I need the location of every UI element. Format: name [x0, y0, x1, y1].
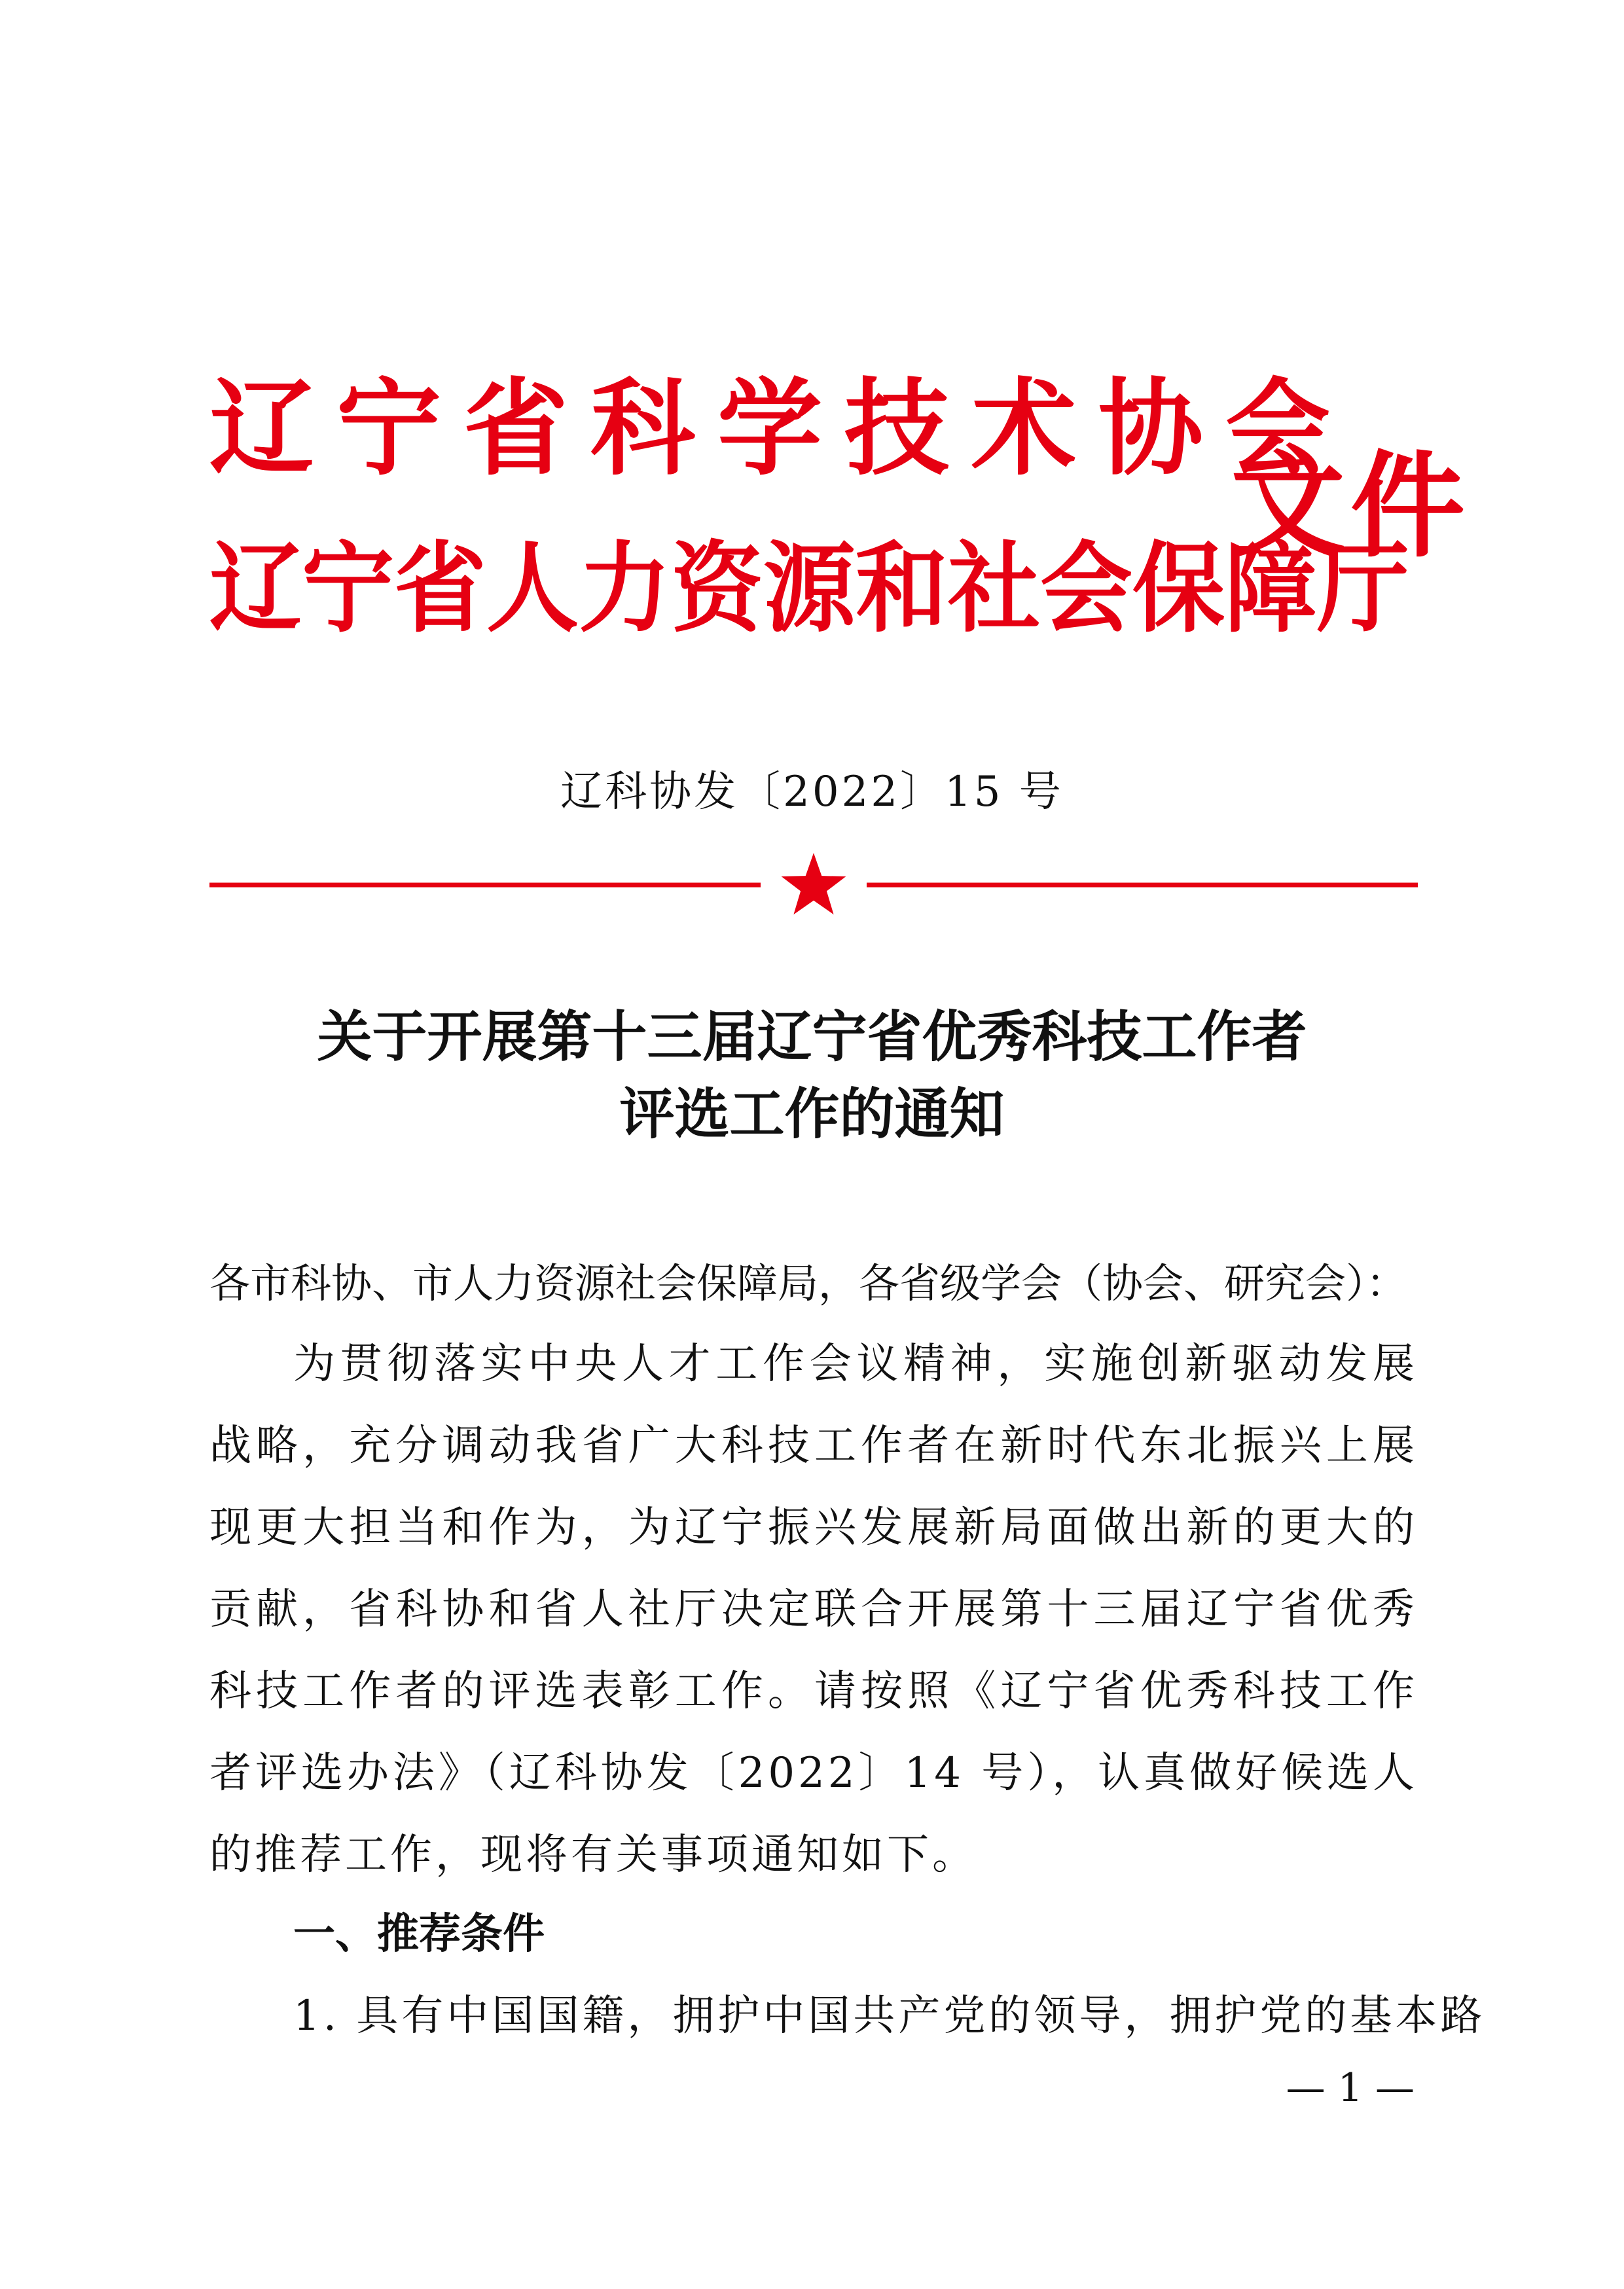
red-divider	[209, 851, 1418, 923]
star-icon	[782, 853, 846, 914]
salutation: 各市科协、市人力资源社会保障局，各省级学会（协会、研究会）：	[209, 1259, 1407, 1307]
issuing-org-science-association: 辽宁省科学技术协会	[209, 367, 1353, 490]
notice-title-line-2: 评选工作的通知	[619, 1081, 1005, 1146]
condition-item-1: 1. 具有中国国籍，拥护中国共产党的领导，拥护党的基本路	[293, 1992, 1486, 2040]
document-label: 文件	[1231, 441, 1470, 573]
page-number: — 1 —	[1286, 2065, 1415, 2111]
notice-title-line-1: 关于开展第十三届辽宁省优秀科技工作者	[317, 1004, 1307, 1069]
document-header	[209, 357, 1470, 677]
section-heading-recommendation-conditions: 一、推荐条件	[293, 1910, 545, 1958]
issuing-org-human-resources: 辽宁省人力资源和社会保障厅	[209, 532, 1410, 646]
notice-title	[0, 998, 1624, 1153]
document-number: 辽科协发〔2022〕15 号	[560, 768, 1064, 816]
intro-paragraph: 为贯彻落实中央人才工作会议精神，实施创新驱动发展战略，充分调动我省广大科技工作者在新时代东北振兴上展现更大担当和作为，为辽宁振兴发展新局面做出新的更大的贡献，省科协和省人社厅决定联合开展第十三届辽宁省优秀科技工作者的评选表彰工作。请按照《辽宁省优秀科技工作者评选办法》（辽科协发〔2022〕14 号），认真做好候选人的推荐工作，现将有关事项通知如下。	[209, 1340, 1418, 1879]
